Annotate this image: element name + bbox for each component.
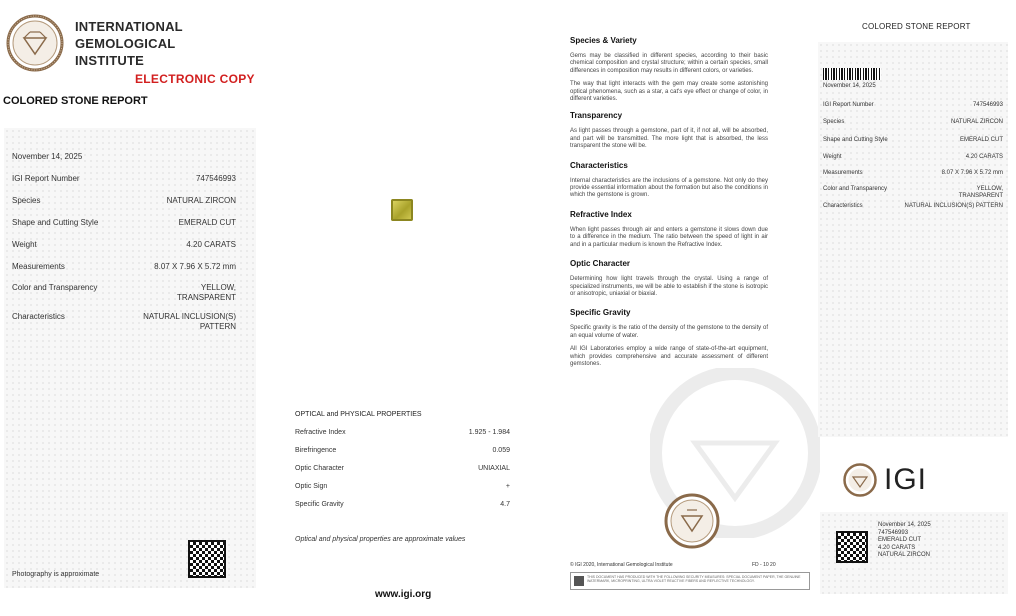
section-title-refractive-index: Refractive Index: [570, 209, 632, 219]
form-code: FD - 10 20: [752, 562, 776, 568]
photo-note: Photography is approximate: [12, 571, 100, 578]
section-text: The way that light interacts with the gem may create some astonishing optical phenomena, such as a star, a cat's eye effect or change of color, in different varieties.: [570, 81, 768, 103]
section-title-species: Species & Variety: [570, 36, 637, 45]
gem-photo: [391, 199, 413, 221]
section-title-specific-gravity: Specific Gravity: [570, 308, 631, 318]
row-color: Color and Transparency YELLOW, TRANSPARENT: [12, 283, 236, 302]
section-text: As light passes through a gemstone, part of it, if not all, will be absorbed, and part will be transmitted. The more light that is absorbed, the less transparent the stone will be.: [570, 128, 768, 150]
summary-card-lines: November 14, 2025 747546993 EMERALD CUT 4.20 CARATS NATURAL ZIRCON: [878, 522, 931, 559]
section-title-transparency: Transparency: [570, 111, 623, 121]
qr-code-icon: [188, 540, 226, 578]
section-text: When light passes through air and enters a gemstone it slows down due to a difference in the medium. The ratio between the speed of light in air and in a particular medium is known the Refractive Index.: [570, 226, 768, 248]
section-text: Specific gravity is the ratio of the density of the gemstone to the density of an equal volume of water.: [570, 325, 768, 339]
barcode-icon: [823, 68, 881, 80]
org-name-line1: INTERNATIONAL: [75, 19, 183, 34]
igi-seal-icon: [6, 14, 64, 72]
optical-title: OPTICAL and PHYSICAL PROPERTIES: [295, 411, 422, 418]
electronic-copy-label: ELECTRONIC COPY: [135, 72, 255, 86]
report-title: COLORED STONE REPORT: [3, 95, 148, 107]
optical-note: Optical and physical properties are approximate values: [295, 536, 466, 543]
section-text: All IGI Laboratories employ a wide range of state-of-the-art equipment, which provides comprehensive and accurate assessment of different gemstones.: [570, 346, 768, 367]
igi-logo-text: IGI: [884, 463, 928, 496]
summary-title: COLORED STONE REPORT: [862, 22, 971, 31]
row-characteristics: Characteristics NATURAL INCLUSION(S) PATTERN: [12, 312, 236, 331]
security-icon: [574, 576, 584, 586]
igi-seal-bottom-icon: [664, 493, 720, 549]
middle-panel: [262, 0, 552, 616]
copyright: © IGI 2020, International Gemological Institute: [570, 562, 673, 568]
org-name-line2: GEMOLOGICAL: [75, 36, 176, 51]
section-title-optic-character: Optic Character: [570, 259, 631, 269]
section-title-characteristics: Characteristics: [570, 160, 628, 170]
summary-row-color: Color and Transparency YELLOW, TRANSPARENT: [823, 186, 1003, 199]
security-strip: [570, 572, 810, 590]
section-text: Internal characteristics are the inclusions of a gemstone. Not only do they provide essential information about the formation but also the conditions in which the gemstone is grown.: [570, 177, 768, 199]
section-text: Gems may be classified in different species, according to their basic chemical composition and crystal structure; within a certain species, small differences in composition may results in different colors, or varieties.: [570, 53, 768, 74]
summary-date: November 14, 2025: [823, 83, 876, 89]
section-text: Determining how light travels through the crystal. Using a range of specialized instruments, we will be able to establish if the stone is isotropic or anisotropic, uniaxial or biaxial.: [570, 276, 768, 297]
org-name-line3: INSTITUTE: [75, 53, 144, 68]
left-panel: INTERNATIONAL GEMOLOGICAL INSTITUTE ELECTRONIC COPY COLORED STONE REPORT November 14, 2025 IGI Report Number 747546993 Species NATURAL ZIRCON Shape and Cutting Style EMERALD CUT Weight 4.20 CARATS Measurements 8.07 X 7.96 X 5.72 mm Color and Transparency YELLOW, TRANSPARENT Characteristics NATURAL INCLUSION(S) PATTERN Photography is approximate: [0, 0, 260, 616]
igi-logo-seal-icon: [843, 463, 877, 497]
security-text: THIS DOCUMENT HAS PRODUCED WITH THE FOLLOWING SECURITY MEASURES: SPECIAL DOCUMENT PAPER, THE GENUINE WATERMARK, MICROPRINTING, ULTRA VIOLET REACTIVE FIBERS AND REFLECTIVE TECHNOLOGY.: [587, 575, 801, 583]
summary-qr-code-icon: [836, 531, 868, 563]
info-sections: [570, 36, 770, 368]
website-link[interactable]: www.igi.org: [375, 589, 432, 600]
